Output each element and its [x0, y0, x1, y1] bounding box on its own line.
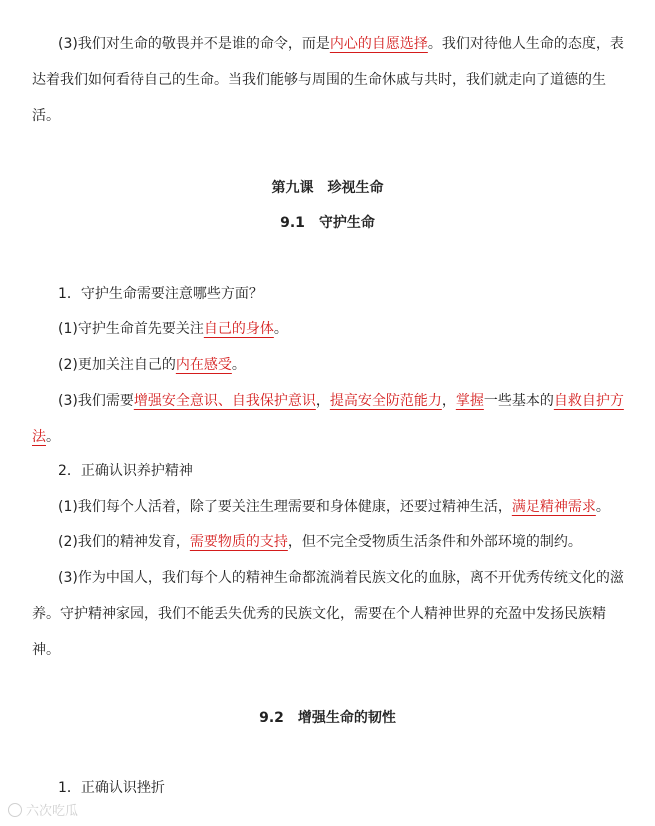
highlight-text: 增强安全意识、自我保护意识 [133, 393, 316, 409]
list-item-2-2 [32, 524, 629, 560]
watermark-text: 六次吃瓜 [26, 804, 79, 819]
highlight-text: 内心的自愿选择 [329, 36, 428, 52]
highlight-text: 内在感受 [175, 357, 232, 373]
text: 。 [595, 499, 610, 515]
highlight-text: 满足精神需求 [511, 499, 596, 515]
lesson-title: 第九课 珍视生命 [271, 180, 384, 196]
text: (1)守护生命首先要关注 [58, 321, 204, 337]
watermark [8, 800, 78, 819]
highlight-text: 自救自护方法 [32, 393, 624, 445]
list-item-1-1 [32, 311, 629, 347]
paragraph-life-respect [32, 26, 629, 134]
text: 。 [46, 429, 60, 445]
text: (2)我们的精神发育， [58, 534, 190, 550]
text: ， [315, 393, 330, 409]
highlight-text: 自己的身体 [203, 321, 274, 337]
list-item-1-2 [32, 347, 629, 383]
highlight-text: 提高安全防范能力 [329, 393, 442, 409]
text: ，但不完全受物质生活条件和外部环境的制约。 [287, 534, 582, 550]
list-item-1-3 [32, 383, 629, 455]
text: ， [441, 393, 456, 409]
list-item-2-3: (3)作为中国人，我们每个人的精神生命都流淌着民族文化的血脉，离不开优秀传统文化的滋养。守护精神家园，我们不能丢失优秀的民族文化，需要在个人精神世界的充盈中发扬民族精神。 [32, 570, 624, 658]
question-1: 1．守护生命需要注意哪些方面？ [58, 286, 263, 302]
text: (2)更加关注自己的 [58, 357, 176, 373]
section-title-9-1: 9.1 守护生命 [280, 215, 375, 231]
text: 一些基本的 [483, 393, 554, 409]
question-2: 2．正确认识养护精神 [58, 463, 193, 479]
highlight-text: 掌握 [455, 393, 484, 409]
text: 。 [273, 321, 288, 337]
text: (3)我们对生命的敬畏并不是谁的命令，而是 [58, 36, 330, 52]
highlight-text: 需要物质的支持 [189, 534, 288, 550]
text: 。我们对待他人生命的态度，表达着我们如何看待自己的生命。当我们能够与周围的生命休戚与共时，我们就走向了道德的生活。 [32, 36, 624, 124]
question-3: 1．正确认识挫折 [58, 780, 165, 796]
section-title-9-2: 9.2 增强生命的韧性 [259, 710, 396, 726]
text: (3)我们需要 [58, 393, 134, 409]
text: (1)我们每个人活着，除了要关注生理需要和身体健康，还要过精神生活， [58, 499, 512, 515]
text: 。 [231, 357, 246, 373]
list-item-2-1 [32, 489, 629, 525]
watermark-icon [8, 803, 22, 817]
